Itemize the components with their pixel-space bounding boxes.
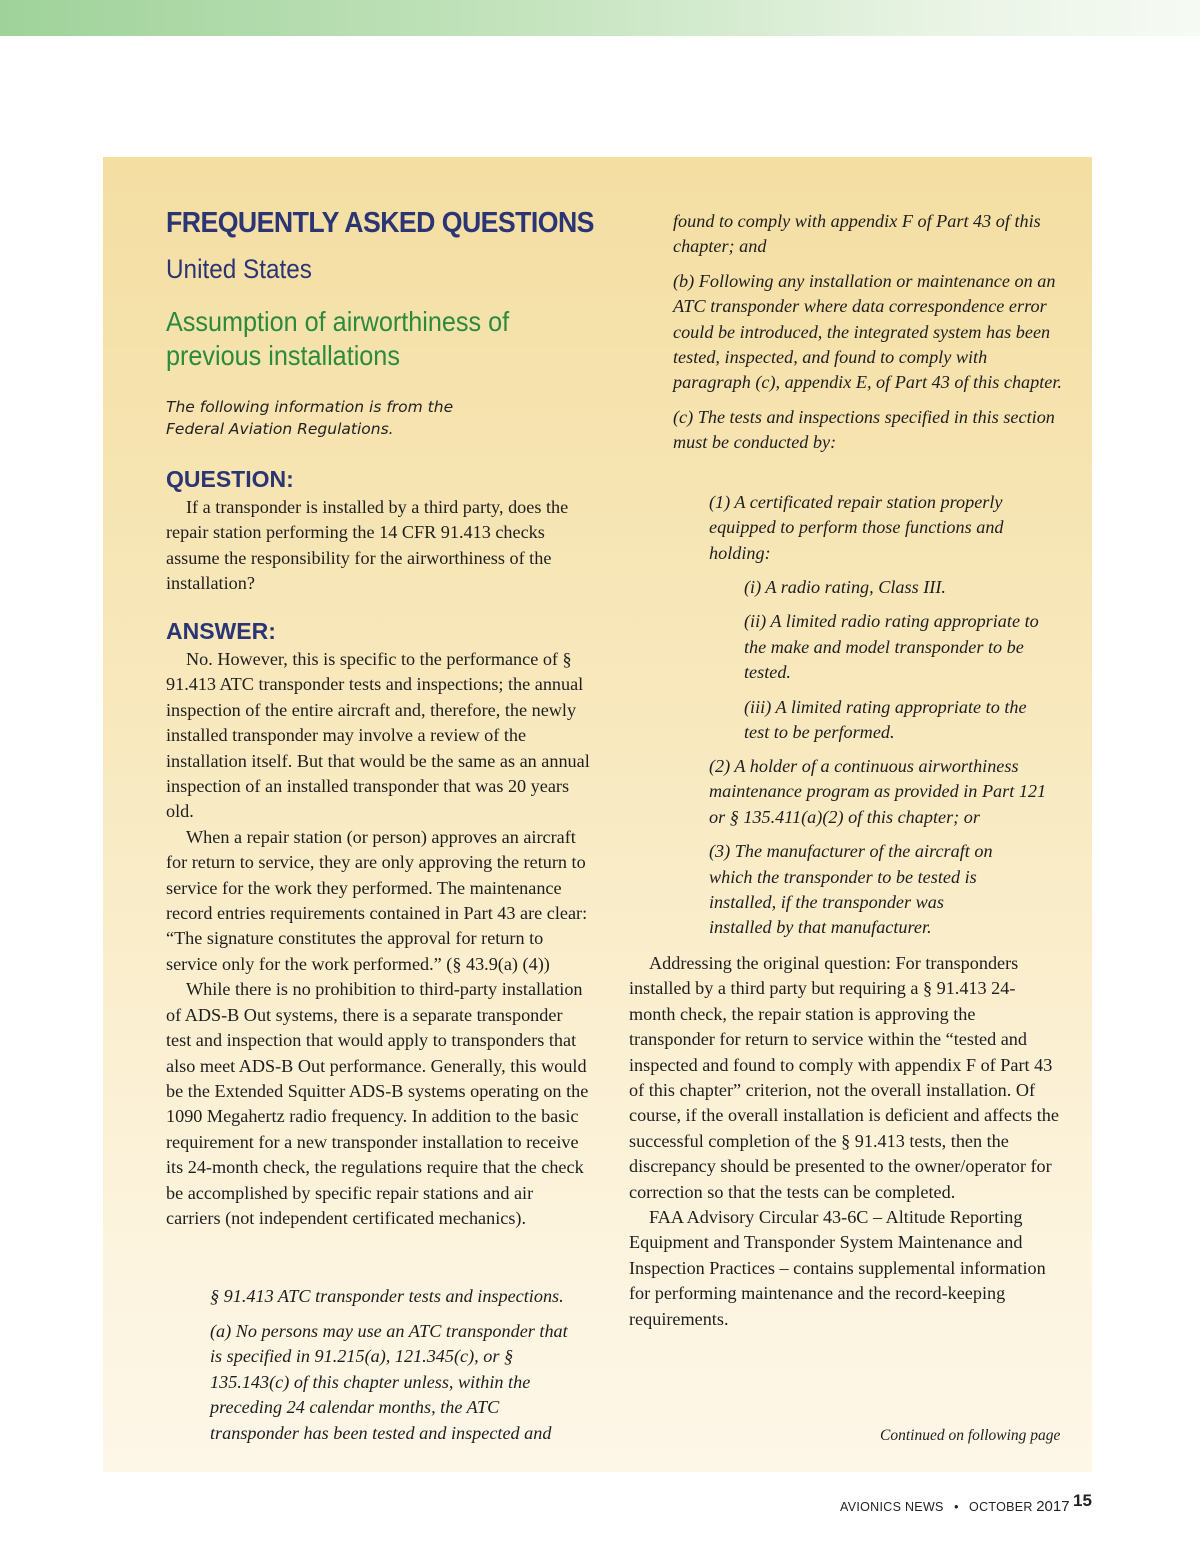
question-text: If a transponder is installed by a third party, does the repair station performing the 14 CFR 91.413 checks assume the responsibility for the airworthiness of the installation? [166,497,569,594]
topic-heading [166,305,589,373]
closing-paragraph: FAA Advisory Circular 43-6C – Altitude Reporting Equipment and Transponder System Maintenance and Inspection Practices – contains supplemental information for performing maintenance and the record-keeping requirements. [629,1207,1046,1329]
question-body [166,495,591,597]
faq-panel [103,157,1092,1472]
faq-title: FREQUENTLY ASKED QUESTIONS [166,207,594,239]
footer-separator: • [954,1500,959,1514]
regulation-paragraph-c2: (2) A holder of a continuous airworthiness maintenance program as provided in Part 121 or § 135.411(a)(2) of this chapter; or [709,756,1047,827]
regulation-c1-block [709,490,1059,575]
source-note-line1: The following information is from the [166,398,454,416]
regulation-a-wrapper [210,1319,575,1455]
regulation-c1-sub-block [744,575,1049,754]
regulation-a-text: (a) No persons may use an ATC transponder that is specified in 91.215(a), 121.345(c), or § 135.143(c) of this chapter unless, within the preceding 24 calendar months, the ATC transponder has been tested and inspected and [210,1321,568,1443]
regulation-c2-c3-block [709,754,1059,950]
source-note-line2: Federal Aviation Regulations. [166,420,394,438]
question-heading: QUESTION: [166,466,294,492]
regulation-paragraph-a-part2: found to comply with appendix F of Part 43 of this chapter; and [673,211,1041,257]
footer-month: OCTOBER [969,1500,1033,1514]
regulation-paragraph-c1ii: (ii) A limited radio rating appropriate to the make and model transponder to be tested. [744,611,1039,683]
topic-heading-line1: Assumption of airworthiness of [166,306,510,337]
closing-paragraph: Addressing the original question: For transponders installed by a third party but requiring a § 91.413 24-month check, the repair station is approving the transponder for return to service within the “tested and inspected and found to comply with appendix F of Part 43 of this chapter” criterion, not the overall installation. Of course, if the overall installation is deficient and affects the successful completion of the § 91.413 tests, then the discrepancy should be presented to the owner/operator for correction so that the tests can be completed. [629,953,1059,1202]
top-decorative-band [0,0,1200,36]
regulation-paragraph-c1: (1) A certificated repair station properly equipped to perform those functions and holding: [709,492,1004,563]
continued-note: Continued on following page [880,1427,1061,1444]
footer-publication: AVIONICS NEWS [840,1500,944,1514]
answer-paragraph: No. However, this is specific to the performance of § 91.413 ATC transponder tests and inspections; the annual inspection of the entire aircraft and, therefore, the newly installed transponder may involve a review of the installation itself. But that would be the same as an annual inspection of an installed transponder that was 20 years old. [166,649,590,822]
regulation-paragraph-a-part1 [210,1319,575,1446]
answer-body [166,647,591,1231]
page-number: 15 [1073,1491,1092,1510]
page-footer [840,1491,1092,1515]
answer-paragraph: While there is no prohibition to third-party installation of ADS-B Out systems, there is a separate transponder test and inspection that would apply to transponders that also meet ADS-B Out performance. Generally, this would be the Extended Squitter ADS-B systems operating on the 1090 Megahertz radio frequency. In addition to the basic requirement for a new transponder installation to receive its 24-month check, the regulations require that the check be accomplished by specific repair stations and air carriers (not independent certificated mechanics). [166,979,589,1228]
region-heading: United States [166,254,312,284]
regulation-paragraph-b: (b) Following any installation or maintenance on an ATC transponder where data correspondence error could be introduced, the integrated system has been tested, inspected, and found to comply with paragraph (c), appendix E, of Part 43 of this chapter. [673,270,1062,393]
regulation-left [210,1284,595,1318]
answer-heading: ANSWER: [166,618,276,644]
regulation-paragraph-c: (c) The tests and inspections specified in this section must be conducted by: [673,406,1055,453]
topic-heading-line2: previous installations [166,340,400,371]
regulation-title: § 91.413 ATC transponder tests and inspections. [210,1286,564,1306]
regulation-paragraph-c1iii: (iii) A limited rating appropriate to the test to be performed. [744,696,1027,743]
footer-year: 2017 [1036,1498,1070,1515]
regulation-paragraph-c3: (3) The manufacturer of the aircraft on which the transponder to be tested is installed, if the transponder was installed by that manufacturer. [709,841,993,938]
regulation-a-continued [673,209,1063,465]
closing-body [629,951,1059,1332]
regulation-paragraph-c1i: (i) A radio rating, Class III. [744,577,946,597]
source-note [166,396,496,440]
answer-paragraph: When a repair station (or person) approves an aircraft for return to service, they are only approving the return to service for the work they performed. The maintenance record entries requirements contained in Part 43 are clear: “The signature constitutes the approval for return to service only for the work performed.” (§ 43.9(a) (4)) [166,826,588,974]
